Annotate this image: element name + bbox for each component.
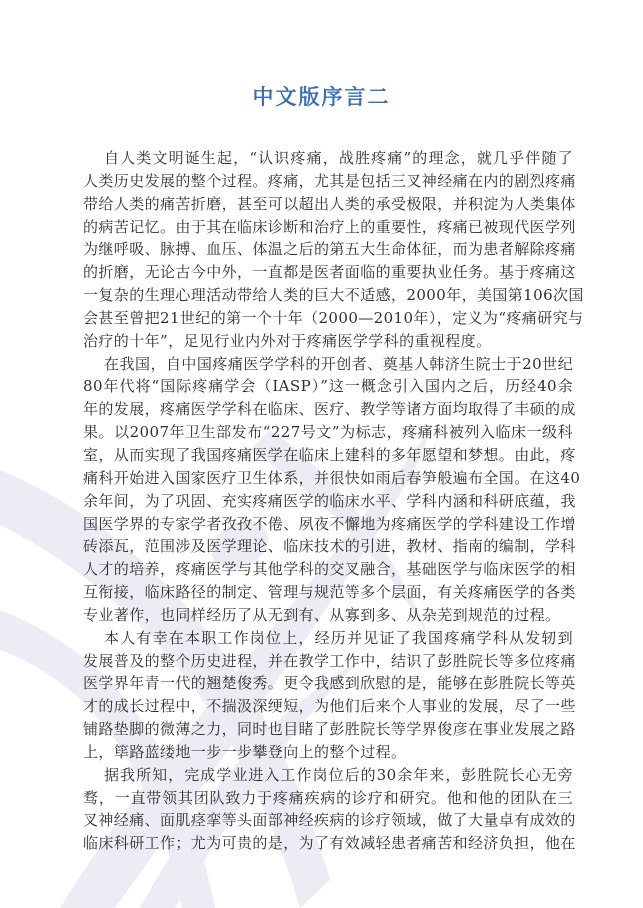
text-line: 砖添瓦，范围涉及医学理论、临床技术的引进，教材、指南的编制，学科 — [83, 537, 576, 556]
text-line: 自人类文明诞生起，“认识疼痛，战胜疼痛”的理念，就几乎伴随了 — [104, 149, 573, 167]
text-line: 临床科研工作；尤为可贵的是，为了有效减轻患者痛苦和经济负担，他在 — [83, 834, 576, 853]
text-line: 年的发展，疼痛医学学科在临床、医疗、教学等诸方面均取得了丰硕的成 — [83, 400, 576, 419]
text-line: 互衔接，临床路径的制定、管理与规范等多个层面，有关疼痛医学的各类 — [83, 583, 576, 602]
text-line: 发展普及的整个历史进程，并在教学工作中，结识了彭胜院长等多位疼痛 — [83, 651, 576, 670]
paragraph — [83, 764, 576, 855]
text-line: 铺路垫脚的微薄之力，同时也目睹了彭胜院长等学界俊彦在事业发展之路 — [83, 720, 576, 739]
text-line: 一复杂的生理心理活动带给人类的巨大不适感，2000年，美国第106次国 — [83, 286, 584, 305]
text-line: 上，筚路蓝缕地一步一步攀登向上的整个过程。 — [83, 742, 407, 761]
text-line: 果。以2007年卫生部发布“227号文”为标志，疼痛科被列入临床一级科 — [83, 423, 573, 442]
text-line: 专业著作，也同样经历了从无到有、从寡到多、从杂芜到规范的过程。 — [83, 605, 561, 624]
text-line: 的折磨，无论古今中外，一直都是医者面临的重要执业任务。基于疼痛这 — [83, 263, 576, 282]
text-line: 才的成长过程中，不揣汲深绠短，为他们后来个人事业的发展，尽了一些 — [83, 697, 576, 716]
page-title: 中文版序言二 — [252, 85, 391, 109]
paragraph — [83, 353, 581, 627]
paragraph — [83, 627, 576, 764]
paragraph — [83, 147, 584, 353]
text-line: 的病苦记忆。由于其在临床诊断和治疗上的重要性，疼痛已被现代医学列 — [83, 217, 576, 236]
text-line: 在我国，自中国疼痛医学学科的开创者、奠基人韩济生院士于20世纪 — [104, 354, 573, 373]
body-text — [83, 147, 584, 855]
text-line: 人才的培养，疼痛医学与其他学科的交叉融合，基础医学与临床医学的相 — [83, 560, 576, 579]
text-line: 医学界年青一代的翘楚俊秀。更令我感到欣慰的是，能够在彭胜院长等英 — [83, 674, 576, 693]
text-line: 80年代将“国际疼痛学会（IASP）”这一概念引入国内之后，历经40余 — [83, 377, 573, 396]
text-line: 余年间，为了巩固、充实疼痛医学的临床水平、学科内涵和科研底蕴，我 — [83, 491, 576, 510]
text-line: 治疗的十年”，足见行业内外对于疼痛医学学科的重视程度。 — [83, 331, 492, 350]
text-line: 为继呼吸、脉搏、血压、体温之后的第五大生命体征，而为患者解除疼痛 — [83, 240, 576, 259]
text-line: 本人有幸在本职工作岗位上，经历并见证了我国疼痛学科从发轫到 — [104, 628, 573, 647]
text-line: 据我所知，完成学业进入工作岗位后的30余年来，彭胜院长心无旁 — [104, 765, 573, 784]
text-line: 骛，一直带领其团队致力于疼痛疾病的诊疗和研究。他和他的团队在三 — [83, 788, 573, 807]
text-line: 痛科开始进入国家医疗卫生体系，并很快如雨后春笋般遍布全国。在这40 — [83, 468, 581, 487]
text-line: 人类历史发展的整个过程。疼痛，尤其是包括三叉神经痛在内的剧烈疼痛 — [83, 171, 576, 190]
text-line: 会甚至曾把21世纪的第一个十年（2000—2010年），定义为“疼痛研究与 — [83, 308, 584, 327]
text-line: 带给人类的痛苦折磨，甚至可以超出人类的承受极限，并积淀为人类集体 — [83, 194, 576, 213]
text-line: 叉神经痛、面肌痉挛等头面部神经疾病的诊疗领域，做了大量卓有成效的 — [83, 811, 576, 830]
text-line: 国医学界的专家学者孜孜不倦、夙夜不懈地为疼痛医学的学科建设工作增 — [83, 514, 576, 533]
text-line: 室，从而实现了我国疼痛医学在临床上建科的多年愿望和梦想。由此，疼 — [83, 445, 576, 464]
